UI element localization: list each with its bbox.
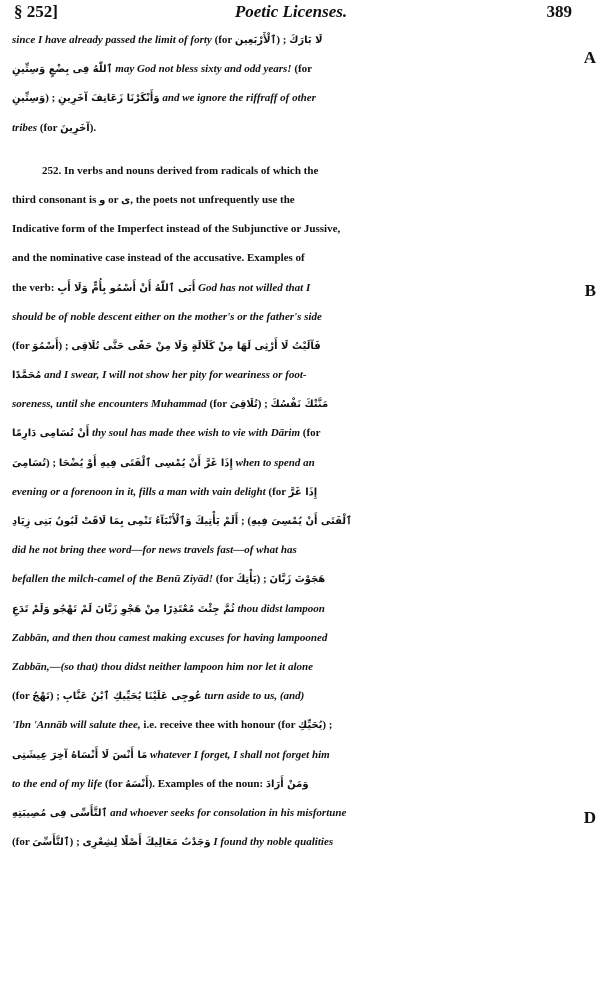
translation-text: befallen the milch-camel of the Benū Ziyād!	[12, 573, 214, 586]
arabic-quote: وَسِتِّينِ	[12, 93, 46, 105]
paragraph-gap	[12, 143, 572, 157]
translation-text: may God not bless sixty and odd years!	[112, 63, 292, 76]
arabic-quote: أَبَى ٱللّٰهُ أَنْ أَسْمُو بِأُمٍّ وَلَا أَبِ	[57, 282, 196, 294]
translation-text: 'Ibn 'Annāb will salute thee,	[12, 719, 141, 732]
arabic-quote: مُحَمَّدًا	[12, 370, 42, 382]
body-text: In verbs and nouns derived from radicals of which the	[61, 164, 319, 177]
body-text: ) ;	[322, 719, 333, 732]
body-text: ) ;	[256, 573, 270, 586]
text-line	[12, 828, 572, 857]
arabic-quote: ثُمَّ جِئْتَ مُعْتَذِرًا مِنْ هَجْوِ زَبَّانَ لَمْ تَهْجُو وَلَمْ تَدَعِ	[12, 603, 235, 615]
arabic-quote: تُلَاقِىَ	[229, 399, 258, 411]
body-text: (for	[291, 63, 313, 76]
text-line	[12, 799, 572, 828]
arabic-quote: عُوجِى عَلَيْنَا يُحَيِّيكِ ٱبْنُ عَنَّابِ	[62, 691, 202, 703]
text-line	[12, 303, 572, 332]
arabic-quote: هَجَوْتَ زَبَّانَ	[269, 574, 326, 586]
body-text: (for	[213, 573, 237, 586]
body-text: ) ;	[49, 690, 63, 703]
text-line	[12, 361, 572, 390]
section-number: 252.	[42, 164, 62, 177]
arabic-quote: أَلَمْ يَأْتِيكَ وَٱلْأَنْبَآءُ تَنْمِى بِمَا لَاقَتْ لَبُونُ بَنِى زِيَادِ	[12, 516, 239, 527]
text-line	[12, 419, 572, 448]
translation-text: God has not willed that I	[195, 281, 311, 294]
body-text: (for	[102, 777, 126, 790]
translation-text: did he not bring thee word—for news travels fast—of what has	[12, 544, 297, 557]
body-text: (for	[37, 121, 61, 134]
text-line	[12, 274, 572, 303]
translation-text: thou didst lampoon	[234, 602, 325, 615]
body-text: (for	[12, 836, 33, 849]
translation-text: tribes	[12, 121, 38, 134]
arabic-quote: فَآلَيْتُ لَا أَرْثِى لَهَا مِنْ كَلَالَةٍ وَلَا مِنْ حَفًى حَتَّى تُلَاقِى	[71, 340, 321, 352]
text-line	[12, 390, 572, 419]
arabic-quote: وَأَنْكَرْنَا زَعَانِفَ آخَرِينِ	[58, 93, 160, 105]
body-text: ) ;	[276, 34, 290, 46]
arabic-quote: و	[99, 194, 106, 206]
translation-text: to the end of my life	[12, 777, 103, 790]
body-text: ).	[89, 121, 97, 134]
arabic-quote: ٱللّٰهُ فِى بِضْعٍ وَسِتِّينِ	[12, 64, 113, 76]
text-line	[12, 478, 572, 507]
body-text: or	[105, 193, 122, 206]
text-line	[12, 215, 572, 244]
text-line	[12, 624, 572, 653]
body-text: Indicative form of the Imperfect instead of the Subjunctive or Jussive,	[12, 223, 341, 236]
text-line	[12, 157, 572, 186]
section-marker: § 252]	[14, 2, 58, 21]
arabic-quote: ٱلْأَرْبَعِين	[234, 35, 277, 46]
body-text: , the poets not unfrequently use the	[130, 193, 295, 206]
body-text: (for	[265, 485, 289, 498]
body-text: ) ;	[257, 398, 271, 411]
body-text: ) ;	[46, 456, 59, 469]
body-text: ; (	[238, 515, 252, 527]
translation-text: and I swear, I will not show her pity for weariness or foot-	[41, 369, 307, 382]
translation-text: I found thy noble qualities	[210, 836, 334, 849]
text-line	[12, 682, 572, 711]
arabic-quote: ٱلتَّأَسِّى فِى مُصِيبَتِهِ	[12, 807, 108, 819]
body-text: ) ;	[58, 339, 72, 352]
arabic-quote: مَا أَنْسَ لَا أَنْسَاهُ آخِرَ عِيشَتِى	[12, 749, 148, 761]
arabic-quote: يُحَيِّكِ	[298, 720, 323, 732]
translation-text: when to spend an	[232, 456, 315, 469]
body-text: (for	[12, 339, 33, 352]
arabic-quote: وَجَدْتُ مَعَالِيكَ أَصْلًا لِشِعْرِى	[82, 837, 211, 849]
body-text: and the nominative case instead of the accusative. Examples of	[12, 252, 305, 265]
text-line	[12, 711, 572, 740]
page-number: 389	[546, 2, 572, 21]
text-line	[12, 332, 572, 361]
arabic-quote: أَنْسَهُ	[125, 778, 149, 790]
text-line	[12, 55, 572, 84]
arabic-quote: أَسْمُوَ	[32, 340, 59, 352]
translation-text: since I have already passed the limit of forty	[12, 34, 212, 46]
arabic-quote: مَنَّتْكَ نَفْسُكَ	[270, 399, 329, 411]
translation-text: Zabbān, and then thou camest making excuses for having lampooned	[12, 631, 328, 644]
body-text: (for	[300, 427, 321, 440]
translation-text: and whoever seeks for consolation in his misfortune	[107, 806, 347, 819]
page-body	[10, 26, 572, 857]
translation-text: evening or a forenoon in it, fills a man with vain delight	[12, 485, 266, 498]
translation-text: and we ignore the riffraff of other	[159, 92, 316, 105]
margin-letter-d: D	[583, 808, 596, 827]
arabic-quote: ٱلتَّأَسِّىَ	[32, 837, 70, 849]
body-text: third consonant is	[12, 193, 100, 206]
text-line	[12, 565, 572, 594]
body-text: (for	[12, 690, 33, 703]
body-text: ) ;	[69, 836, 83, 849]
body-text: the verb:	[12, 281, 58, 294]
translation-text: whatever I forget, I shall not forget him	[147, 748, 330, 761]
body-text: (for	[206, 398, 230, 411]
text-line	[12, 595, 572, 624]
arabic-quote: آخَرِينَ	[60, 122, 90, 134]
body-text: i.e. receive thee with honour (for	[140, 719, 299, 732]
arabic-quote: إِذَا غَرَّ أَنْ يُمْسِى ٱلْفَتَى فِيهِ أَوْ يُضْحَا	[58, 457, 233, 469]
arabic-quote: أَنْ تُسَامِى دَارِمًا	[12, 428, 90, 440]
translation-text: thy soul has made thee wish to vie with Dārim	[89, 427, 301, 440]
translation-text: turn aside to us, (and)	[201, 690, 305, 703]
text-line	[12, 653, 572, 682]
arabic-quote: لَا بَارَكَ	[289, 35, 323, 46]
text-line	[12, 449, 572, 478]
text-line	[12, 536, 572, 565]
arabic-quote: تَهْجُ	[32, 691, 50, 703]
text-line	[12, 244, 572, 273]
margin-letter-a: A	[583, 48, 596, 67]
arabic-quote: تُسَامِىَ	[12, 457, 46, 469]
text-line	[12, 186, 572, 215]
text-line	[12, 26, 572, 55]
arabic-quote: ٱلْفَتَى أَنْ يُمْسِىَ فِيهِ	[251, 516, 352, 527]
running-title: Poetic Licenses.	[234, 2, 348, 21]
text-line	[12, 741, 572, 770]
translation-text: soreness, until she encounters Muhammad	[12, 398, 207, 411]
arabic-quote: وَمَنْ أَرَادَ	[265, 778, 309, 790]
margin-letter-b: B	[584, 281, 596, 300]
translation-text: should be of noble descent either on the mother's or the father's side	[12, 310, 322, 323]
text-line	[12, 84, 572, 113]
text-line	[12, 507, 572, 536]
translation-text: Zabbān,—(so that) thou didst neither lampoon him nor let it alone	[12, 660, 314, 673]
arabic-quote: إِذَا غَرَّ	[288, 486, 318, 498]
arabic-quote: ى	[121, 194, 131, 206]
running-head	[10, 0, 572, 26]
body-text: ). Examples of the noun:	[148, 777, 266, 790]
text-line	[12, 114, 572, 143]
body-text: (for	[211, 34, 235, 46]
body-text: ) ;	[45, 92, 59, 105]
arabic-quote: يَأْتِكَ	[236, 574, 257, 586]
text-line	[12, 770, 572, 799]
